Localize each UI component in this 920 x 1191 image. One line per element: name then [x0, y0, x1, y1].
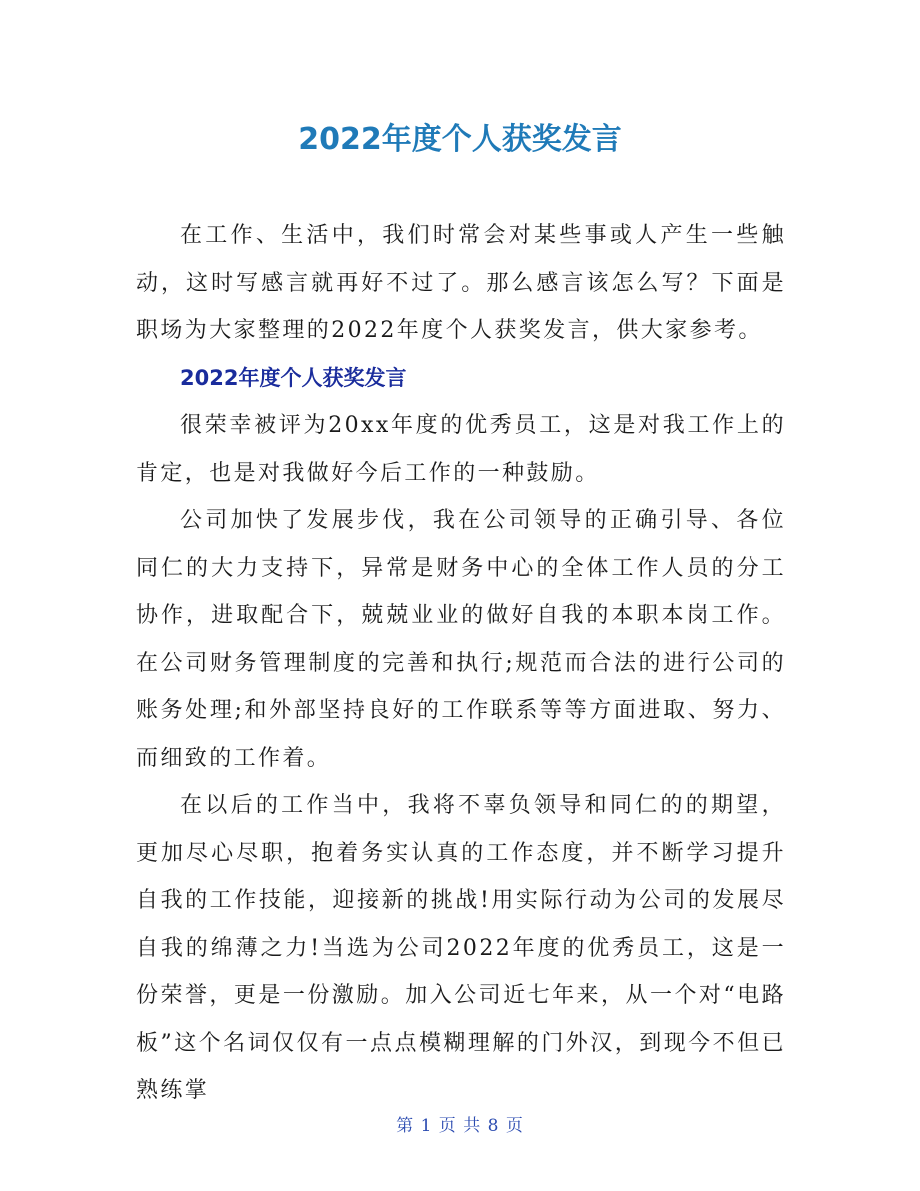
section-heading: 2022年度个人获奖发言	[180, 365, 407, 390]
body-paragraph-2: 公司加快了发展步伐，我在公司领导的正确引导、各位同仁的大力支持下，异常是财务中心的全体工作人员的分工协作，进取配合下，兢兢业业的做好自我的本职本岗工作。在公司财务管理制度的完善和执行;规范而合法的进行公司的账务处理;和外部坚持良好的工作联系等等方面进取、努力、而细致的工作着。	[136, 508, 786, 771]
body-paragraph-1: 很荣幸被评为20xx年度的优秀员工，这是对我工作上的肯定，也是对我做好今后工作的一种鼓励。	[136, 413, 786, 486]
page-footer: 第 1 页 共 8 页	[396, 1116, 524, 1136]
page-title: 2022年度个人获奖发言	[298, 122, 622, 157]
body-paragraph-3: 在以后的工作当中，我将不辜负领导和同仁的的期望，更加尽心尽职，抱着务实认真的工作态度，并不断学习提升自我的工作技能，迎接新的挑战!用实际行动为公司的发展尽自我的绵薄之力!当选为公司2022年度的优秀员工，这是一份荣誉，更是一份激励。加入公司近七年来，从一个对“电路板”这个名词仅仅有一点点模糊理解的门外汉，到现今不但已熟练掌	[136, 793, 786, 1103]
document-body	[136, 212, 786, 1115]
intro-paragraph: 在工作、生活中，我们时常会对某些事或人产生一些触动，这时写感言就再好不过了。那么感言该怎么写？下面是职场为大家整理的2022年度个人获奖发言，供大家参考。	[136, 223, 786, 343]
